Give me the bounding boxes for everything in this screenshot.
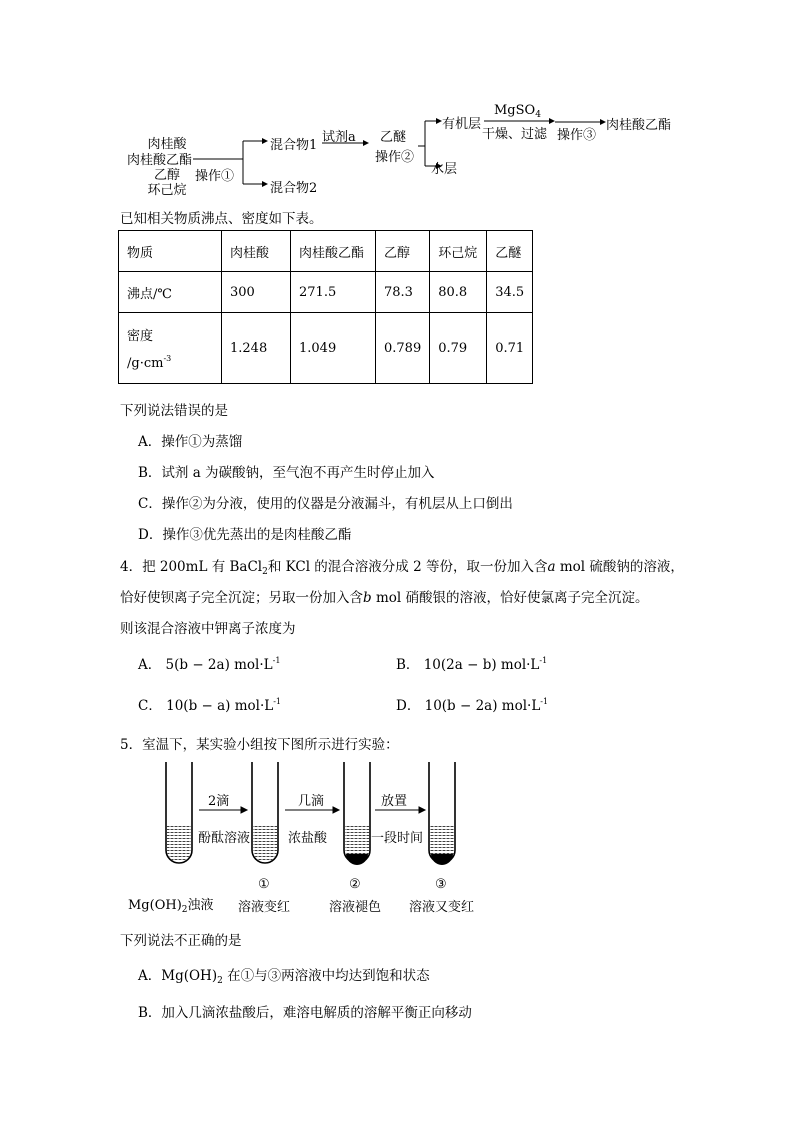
mix1-label: 混合物1 <box>270 138 318 153</box>
table-header-cell: 环己烷 <box>430 231 487 272</box>
q5-option-a: A．$Mg(OH)_2$ 在①与③两溶液中均达到饱和状态 <box>138 968 430 986</box>
table-row <box>119 231 533 272</box>
table-cell: 0.79 <box>430 313 487 384</box>
op2-label: 操作② <box>375 150 415 165</box>
table-header-cell: 物质 <box>119 231 222 272</box>
op1-label: 操作① <box>195 169 235 184</box>
table-cell: 1.049 <box>291 313 376 384</box>
table-header-cell: 肉桂酸 <box>222 231 291 272</box>
tube3-label: 溶液又变红 <box>409 900 475 915</box>
q3-option-d: D．操作③优先蒸出的是肉桂酸乙酯 <box>138 527 352 543</box>
density-label-line2: $/g\cdot cm^{-3}$ <box>127 354 172 371</box>
step2-bottom-label: 浓盐酸 <box>288 831 328 846</box>
q3-stem: 下列说法错误的是 <box>120 403 228 419</box>
table-header-cell: 肉桂酸乙酯 <box>291 231 376 272</box>
table-row-label: 沸点/℃ <box>119 272 222 313</box>
q3-option-b: B．试剂 a 为碳酸钠，至气泡不再产生时停止加入 <box>138 465 435 481</box>
test-tube-diagram <box>0 750 794 870</box>
table-row-label <box>119 313 222 384</box>
reactant-2: 肉桂酸乙酯 <box>126 153 192 168</box>
q4-line3: 则该混合溶液中钾离子浓度为 <box>120 621 296 637</box>
tube3-number: ③ <box>435 877 447 892</box>
op3-label: 操作③ <box>557 128 597 143</box>
dry-filter-label: 干燥、过滤 <box>482 127 548 142</box>
table-row <box>119 272 533 313</box>
step1-top-label: 2滴 <box>208 794 230 809</box>
tube2-number: ② <box>349 877 361 892</box>
reactant-3: 乙醇 <box>153 168 180 183</box>
mgso4-label: MgSO$_4$ <box>494 103 541 120</box>
q5-question: 下列说法不正确的是 <box>120 933 242 949</box>
q3-option-c: C．操作②为分液，使用的仪器是分液漏斗，有机层从上口倒出 <box>138 496 513 512</box>
step2-top-label: 几滴 <box>298 794 325 809</box>
aqueous-layer-label: 水层 <box>431 162 458 177</box>
table-cell: 78.3 <box>376 272 430 313</box>
test-tube-2 <box>344 762 370 865</box>
step3-bottom-label: 一段时间 <box>371 831 424 846</box>
product-label: 肉桂酸乙酯 <box>606 118 672 133</box>
step3-top-label: 放置 <box>381 794 408 809</box>
flow-arrows <box>0 0 794 200</box>
properties-table <box>118 230 533 384</box>
tube0-label: $Mg(OH)_2$浊液 <box>128 898 214 915</box>
tube2-label: 溶液褪色 <box>329 900 382 915</box>
q4-option-a: A． 5(b − 2a) $mol\cdot L^{-1}$ <box>138 656 281 673</box>
table-row <box>119 313 533 384</box>
table-header-cell: 乙醇 <box>376 231 430 272</box>
reactant-1: 肉桂酸 <box>147 137 187 152</box>
table-cell: 34.5 <box>487 272 533 313</box>
step1-bottom-label: 酚酞溶液 <box>198 831 251 846</box>
q4-option-d: D． 10(b − 2a) $mol\cdot L^{-1}$ <box>396 697 549 714</box>
reactant-4: 环己烷 <box>147 183 187 198</box>
mix2-label: 混合物2 <box>270 181 318 196</box>
table-cell: 271.5 <box>291 272 376 313</box>
q5-stem: 5．室温下，某实验小组按下图所示进行实验： <box>120 737 399 753</box>
organic-layer-label: 有机层 <box>442 117 482 132</box>
ether-label: 乙醚 <box>380 130 407 145</box>
density-label-line1: 密度 <box>127 329 154 344</box>
table-header-cell: 乙醚 <box>487 231 533 272</box>
table-cell: 0.71 <box>487 313 533 384</box>
tube1-label: 溶液变红 <box>238 900 291 915</box>
test-tube-0 <box>166 762 192 863</box>
q4-line1: 4．把 200mL 有 BaCl$_2$和 KCl 的混合溶液分成 2 等份，取一份加入含a mol 硫酸钠的溶液， <box>120 559 684 577</box>
table-cell: 300 <box>222 272 291 313</box>
q5-option-b: B．加入几滴浓盐酸后，难溶电解质的溶解平衡正向移动 <box>138 1005 472 1021</box>
tube1-number: ① <box>258 877 270 892</box>
q4-option-c: C． 10(b − a) $mol\cdot L^{-1}$ <box>138 697 282 714</box>
table-cell: 0.789 <box>376 313 430 384</box>
q3-option-a: A．操作①为蒸馏 <box>138 434 243 450</box>
table-cell: 80.8 <box>430 272 487 313</box>
table-cell: 1.248 <box>222 313 291 384</box>
known-data-text: 已知相关物质沸点、密度如下表。 <box>120 211 323 227</box>
reagent-a-label: 试剂a <box>322 130 356 145</box>
q4-option-b: B． 10(2a − b) $mol\cdot L^{-1}$ <box>396 656 548 673</box>
q4-line2: 恰好使钡离子完全沉淀；另取一份加入含b mol 硝酸银的溶液，恰好使氯离子完全沉淀。 <box>120 590 649 606</box>
test-tube-1 <box>252 762 278 863</box>
test-tube-3 <box>429 762 455 865</box>
